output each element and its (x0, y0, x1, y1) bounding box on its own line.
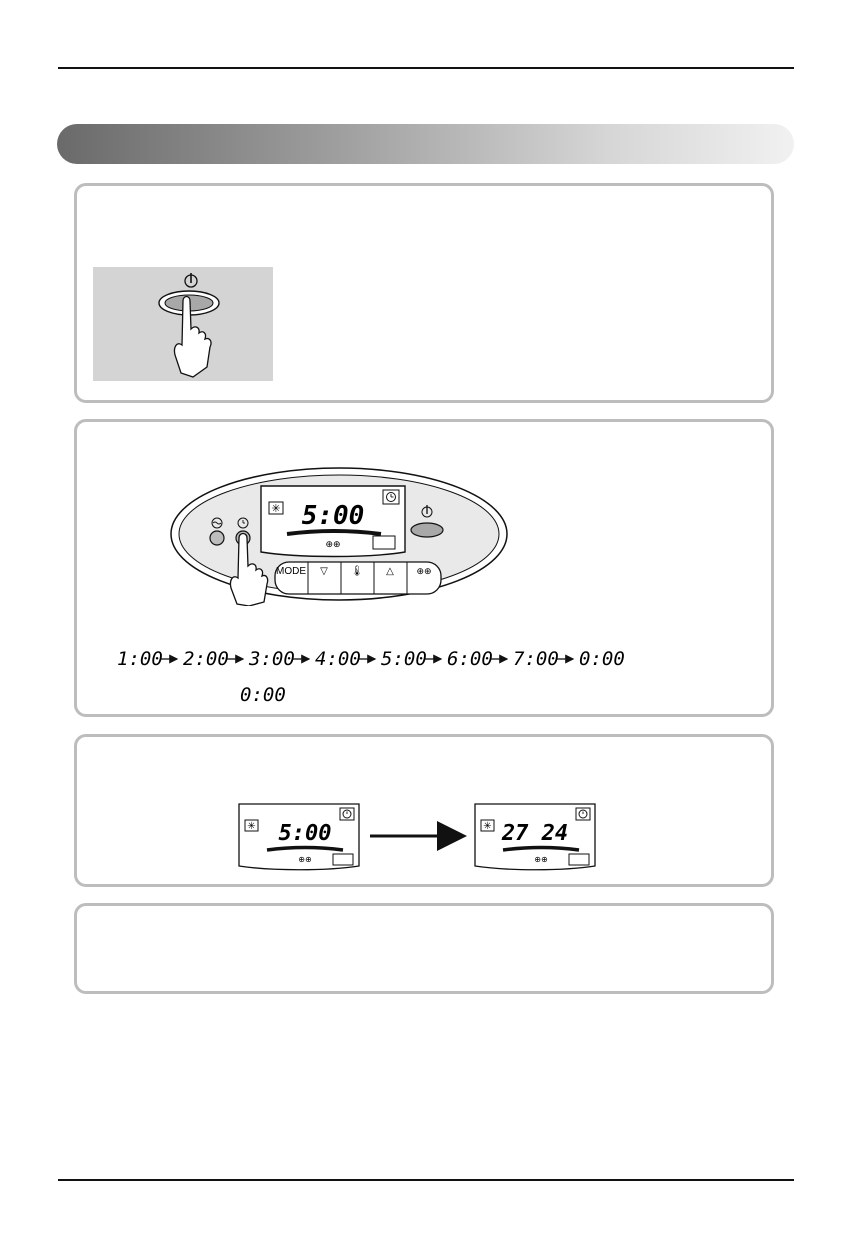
lcd-after-readout: 27 24 (501, 821, 569, 846)
power-button-illustration (93, 267, 273, 381)
timer-sequence-item: 2:00 (183, 648, 229, 670)
top-rule (58, 67, 794, 69)
lcd-before-readout: 5:00 (278, 821, 332, 846)
swing-button[interactable] (210, 531, 224, 545)
timer-sequence-item: 3:00 (249, 648, 295, 670)
fan-speed-button[interactable]: ⊕⊕ (416, 566, 432, 576)
cooling-icon: ✳ (483, 821, 492, 832)
temp-up-button[interactable]: △ (386, 566, 394, 577)
cooling-icon: ✳ (271, 503, 281, 515)
timer-sequence (113, 641, 713, 721)
timer-reset-value: 0:00 (240, 684, 286, 706)
timer-sequence-item: 0:00 (579, 648, 625, 670)
temp-down-button[interactable]: ▽ (320, 566, 328, 577)
mode-button-label[interactable]: MODE (276, 566, 306, 577)
fan-speed-icon: ⊕⊕ (325, 539, 341, 549)
display-change-illustration (237, 802, 607, 872)
bottom-rule (58, 1179, 794, 1181)
power-button[interactable] (411, 523, 443, 537)
timer-sequence-item: 4:00 (315, 648, 361, 670)
lcd-display (261, 486, 405, 557)
fan-speed-icon: ⊕⊕ (534, 855, 548, 864)
timer-sequence-item: 5:00 (381, 648, 427, 670)
lcd-after (475, 804, 595, 870)
cooling-icon: ✳ (247, 821, 256, 832)
fan-speed-icon: ⊕⊕ (298, 855, 312, 864)
lcd-before (239, 804, 359, 870)
step-2-box (74, 419, 774, 717)
step-1-box (74, 183, 774, 403)
timer-sequence-items (117, 648, 625, 670)
timer-sequence-item: 6:00 (447, 648, 493, 670)
step-3-box (74, 734, 774, 887)
remote-panel-illustration (169, 466, 509, 606)
thermometer-icon: 🌡 (350, 566, 364, 577)
timer-sequence-item: 1:00 (117, 648, 163, 670)
lcd-time-readout: 5:00 (301, 501, 365, 531)
timer-sequence-item: 7:00 (513, 648, 559, 670)
control-strip (275, 562, 441, 594)
step-4-box (74, 903, 774, 994)
section-title-bar (57, 124, 794, 164)
